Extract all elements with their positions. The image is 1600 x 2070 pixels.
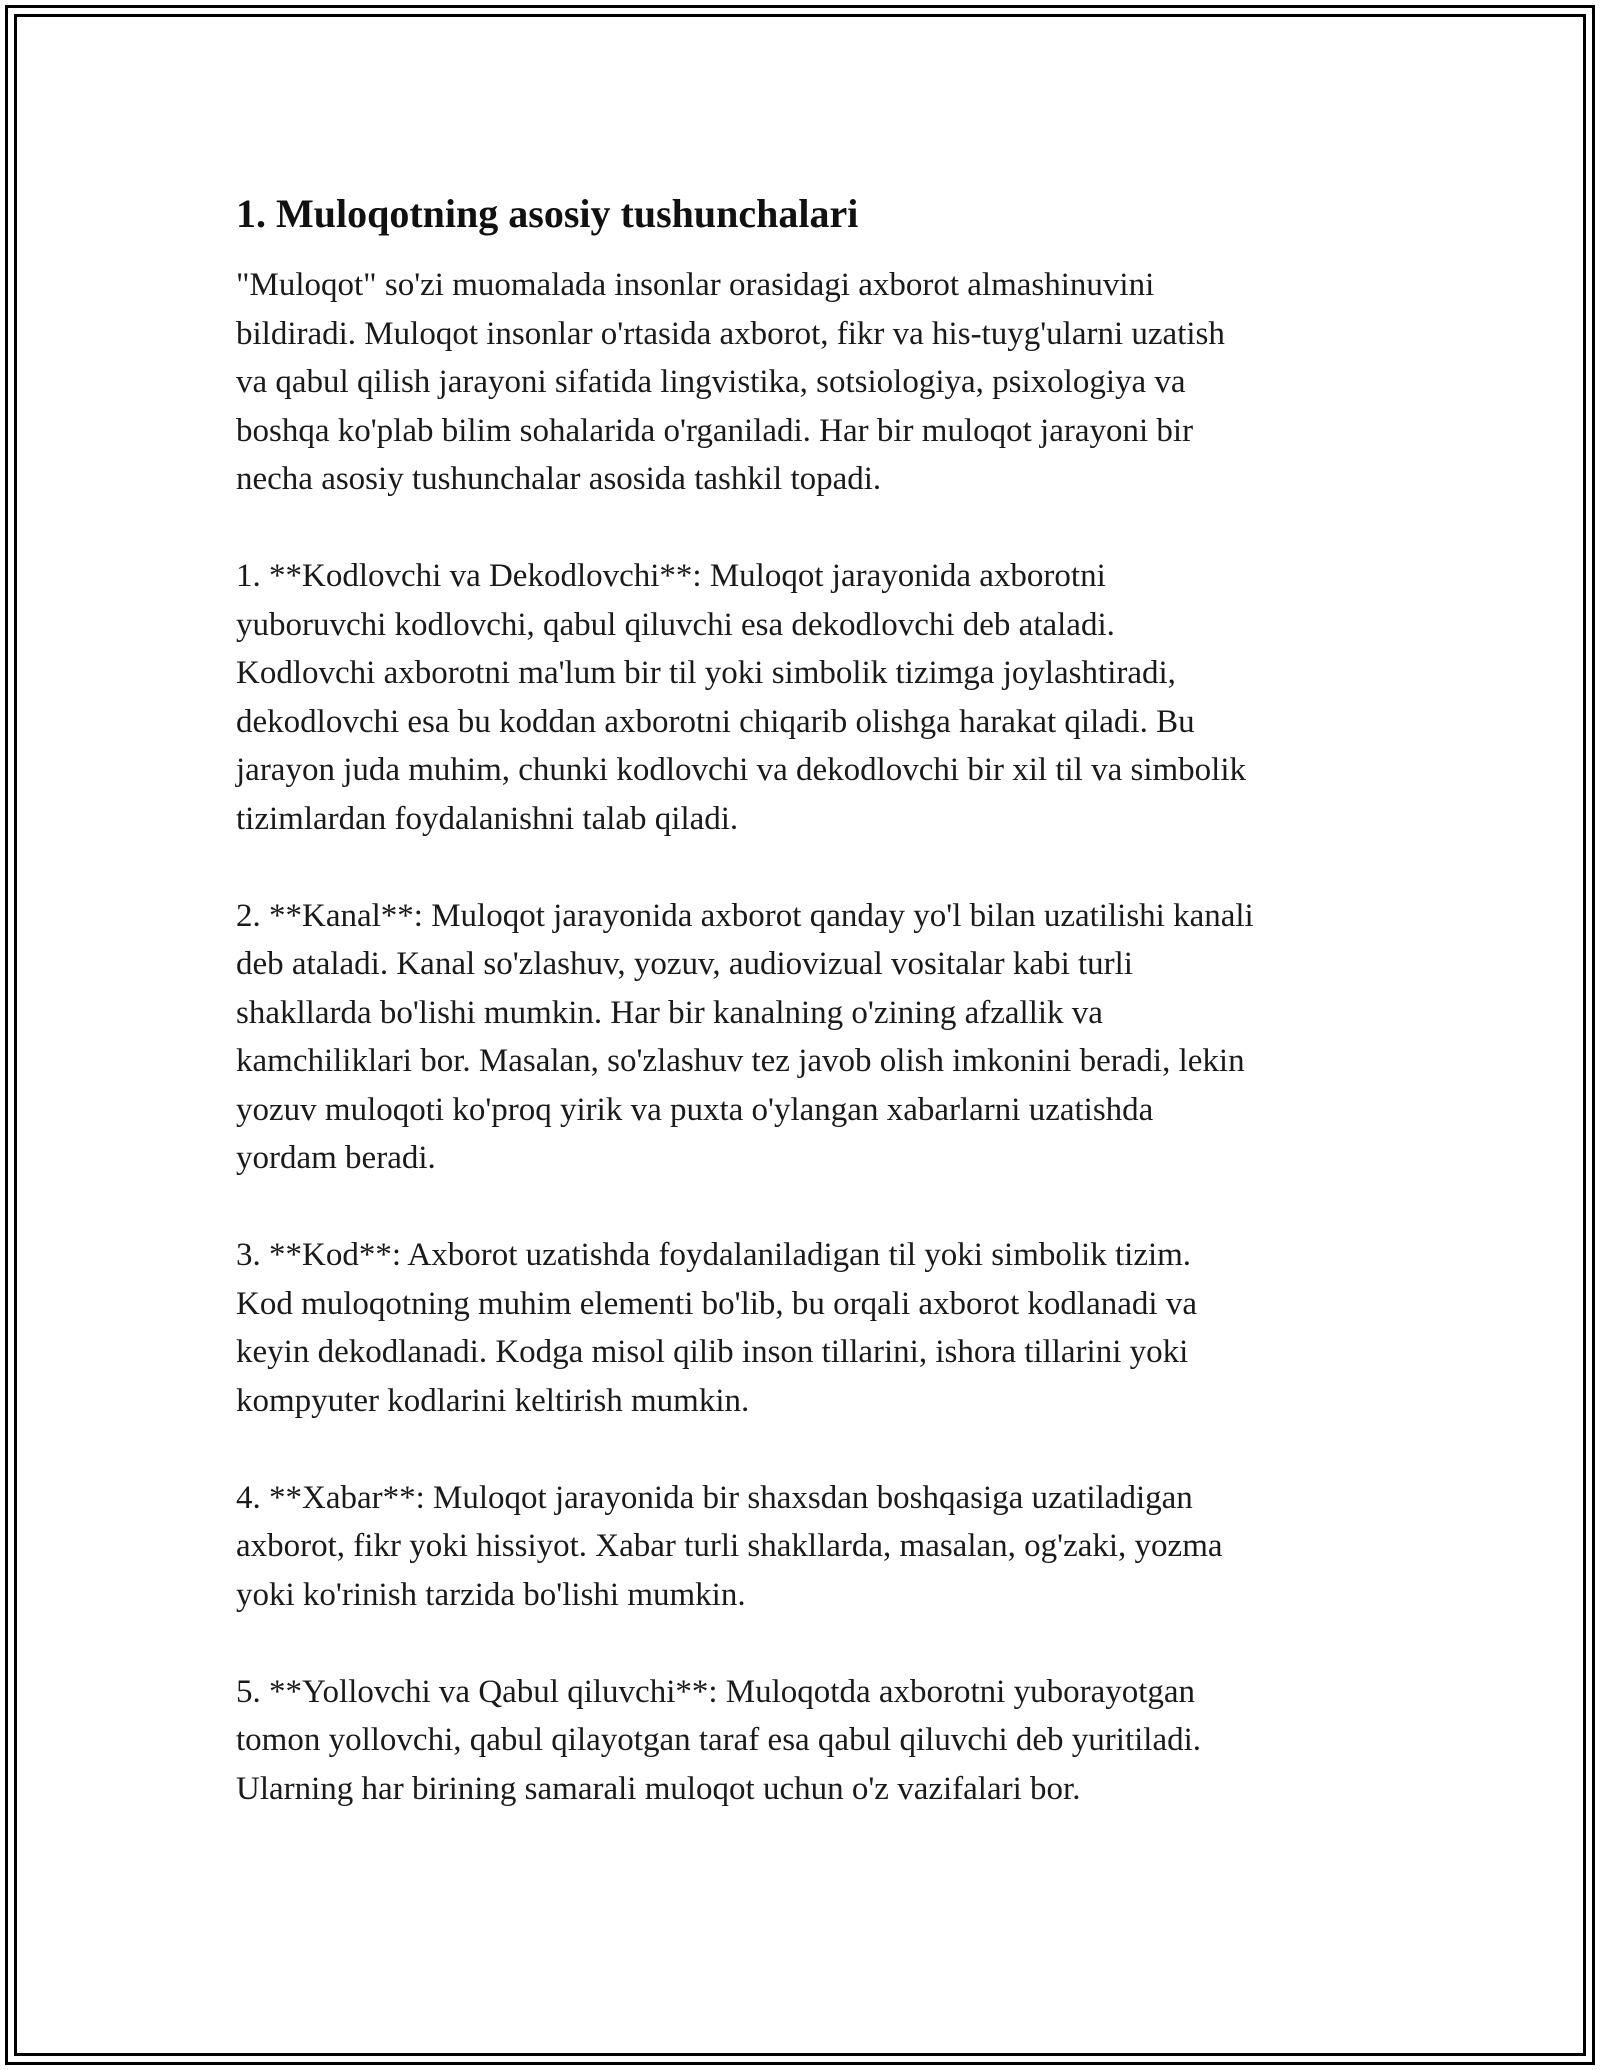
paragraph-yollovchi-qabul-qiluvchi: 5. **Yollovchi va Qabul qiluvchi**: Muloqotda axborotni yuborayotgan tomon yollovchi, qabul qilayotgan taraf esa qabul qiluvchi deb yuritiladi. Ularning har birining samarali muloqot uchun o'z vazifalari bor.	[236, 1673, 1202, 1807]
paragraph-kodlovchi-dekodlovchi: 1. **Kodlovchi va Dekodlovchi**: Muloqot jarayonida axborotni yuboruvchi kodlovchi, qabul qiluvchi esa dekodlovchi deb ataladi. Kodlovchi axborotni ma'lum bir til yoki simbolik tizimga joylashtiradi, dekodlovchi esa bu koddan axborotni chiqarib olishga harakat qiladi. Bu jarayon juda muhim, chunki kodlovchi va dekodlovchi bir xil til va simbolik tizimlardan foydalanishni talab qiladi.	[236, 558, 1247, 837]
paragraph-kod: 3. **Kod**: Axborot uzatishda foydalaniladigan til yoki simbolik tizim. Kod muloqotning muhim elementi bo'lib, bu orqali axborot kodlanadi va keyin dekodlanadi. Kodga misol qilib inson tillarini, ishora tillarini yoki kompyuter kodlarini keltirish mumkin.	[236, 1237, 1197, 1419]
paragraph-kanal: 2. **Kanal**: Muloqot jarayonida axborot qanday yo'l bilan uzatilishi kanali deb ataladi. Kanal so'zlashuv, yozuv, audiovizual vositalar kabi turli shakllarda bo'lishi mumkin. Har bir kanalning o'zining afzallik va kamchiliklari bor. Masalan, so'zlashuv tez javob olish imkonini beradi, lekin yozuv muloqoti ko'proq yirik va puxta o'ylangan xabarlarni uzatishda yordam beradi.	[236, 897, 1254, 1176]
document-title: 1. Muloqotning asosiy tushunchalari	[236, 191, 859, 236]
intro-paragraph: "Muloqot" so'zi muomalada insonlar orasidagi axborot almashinuvini bildiradi. Muloqot insonlar o'rtasida axborot, fikr va his-tuyg'ularni uzatish va qabul qilish jarayoni sifatida lingvistika, sotsiologiya, psixologiya va boshqa ko'plab bilim sohalarida o'rganiladi. Har bir muloqot jarayoni bir necha asosiy tushunchalar asosida tashkil topadi.	[236, 267, 1225, 497]
paragraph-xabar: 4. **Xabar**: Muloqot jarayonida bir shaxsdan boshqasiga uzatiladigan axborot, fikr yoki hissiyot. Xabar turli shakllarda, masalan, og'zaki, yozma yoki ko'rinish tarzida bo'lishi mumkin.	[236, 1479, 1223, 1613]
document-body	[236, 190, 1386, 1862]
